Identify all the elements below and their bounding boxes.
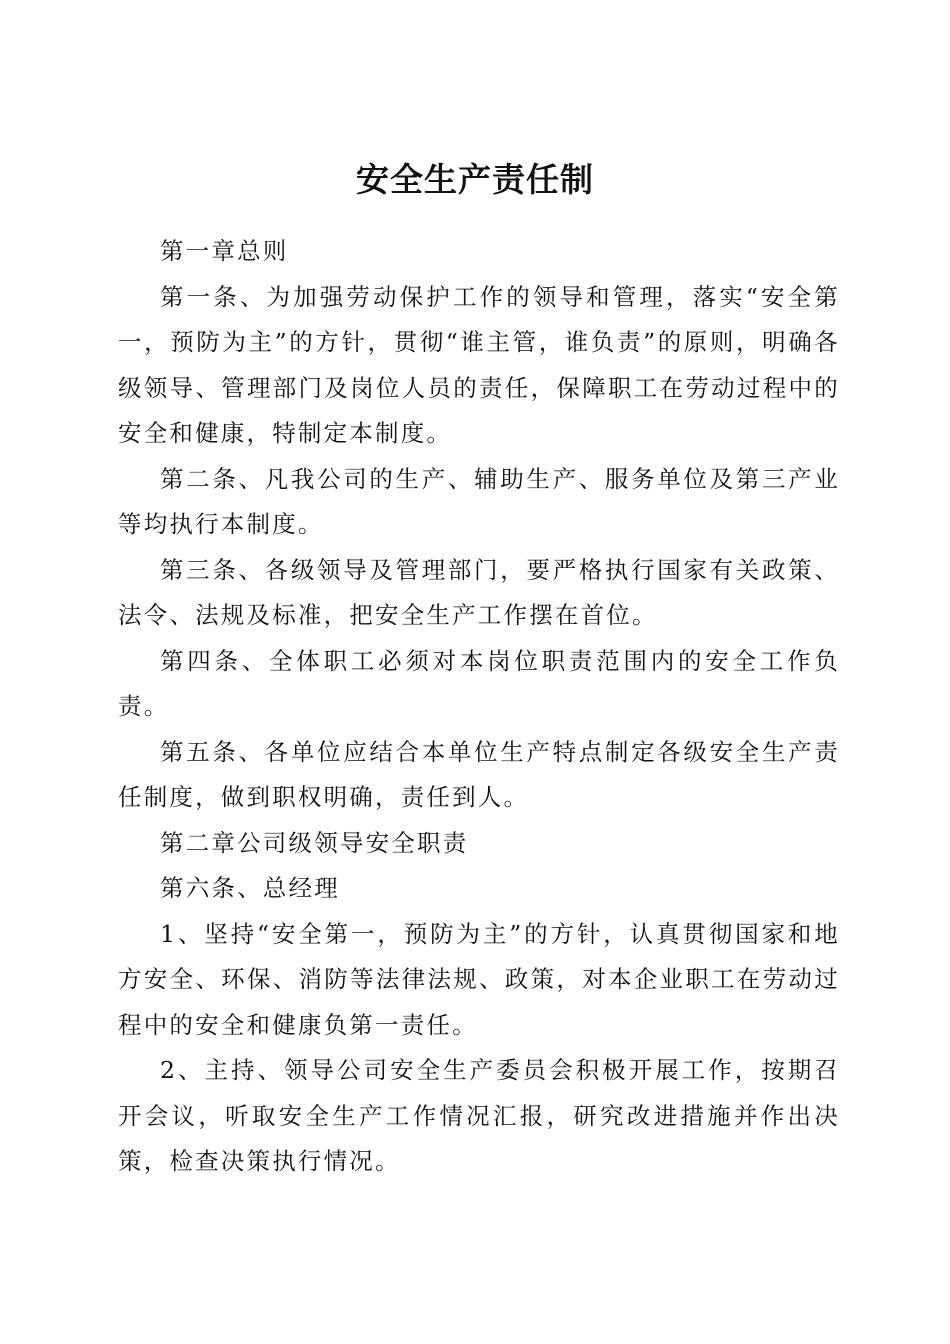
list-item: 1、坚持“安全第一，预防为主”的方针，认真贯彻国家和地方安全、环保、消防等法律法规、政策，对本企业职工在劳动过程中的安全和健康负第一责任。 bbox=[118, 919, 840, 1039]
article-paragraph: 第一条、为加强劳动保护工作的领导和管理，落实“安全第一，预防为主”的方针，贯彻“谁主管，谁负责”的原则，明确各级领导、管理部门及岗位人员的责任，保障职工在劳动过程中的安全和健康，特制定本制度。 bbox=[118, 282, 840, 447]
document-body bbox=[118, 229, 840, 1185]
list-item: 2、主持、领导公司安全生产委员会积极开展工作，按期召开会议，听取安全生产工作情况汇报，研究改进措施并作出决策，检查决策执行情况。 bbox=[118, 1056, 840, 1175]
chapter-heading: 第二章公司级领导安全职责 bbox=[160, 828, 469, 857]
article-paragraph: 第六条、总经理 bbox=[160, 874, 340, 902]
chapter-heading: 第一章总则 bbox=[160, 237, 289, 265]
article-paragraph: 第三条、各级领导及管理部门，要严格执行国家有关政策、法令、法规及标准，把安全生产工作摆在首位。 bbox=[118, 555, 840, 629]
article-paragraph: 第五条、各单位应结合本单位生产特点制定各级安全生产责任制度，做到职权明确，责任到人。 bbox=[118, 737, 840, 811]
article-paragraph: 第二条、凡我公司的生产、辅助生产、服务单位及第三产业等均执行本制度。 bbox=[118, 464, 840, 538]
article-paragraph: 第四条、全体职工必须对本岗位职责范围内的安全工作负责。 bbox=[118, 646, 840, 720]
document-title: 安全生产责任制 bbox=[356, 160, 594, 200]
